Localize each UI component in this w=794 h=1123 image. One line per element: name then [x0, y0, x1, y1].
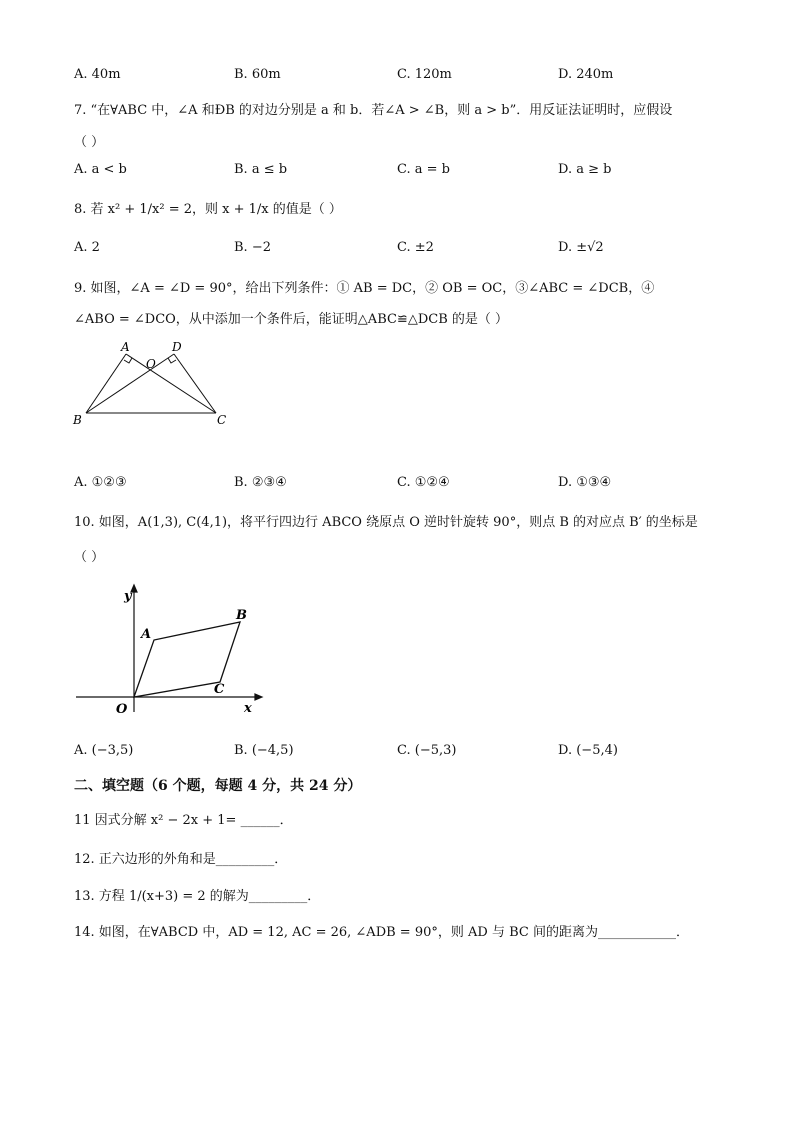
right-angle-mark-a [124, 358, 132, 363]
q12-text: 12. 正六边形的外角和是_________． [74, 852, 288, 867]
segment-dc [174, 354, 216, 413]
q8-option-a: A. 2 [74, 240, 100, 255]
label-origin-o: O [116, 702, 128, 717]
label-c: C [217, 413, 227, 427]
label-o: O [146, 357, 156, 371]
label-a: A [141, 627, 152, 642]
q6-option-d: D. 240m [558, 67, 614, 82]
q10-figure [68, 580, 268, 720]
q8-text: 8. 若 x² + 1/x² = 2，则 x + 1/x 的值是（ ） [74, 202, 342, 217]
q7-option-b: B. a ≤ b [234, 162, 288, 177]
axis-label-y: y [124, 589, 132, 604]
x-axis-arrow [255, 694, 262, 700]
section-title-fill-in: 二、填空题（6 个题，每题 4 分，共 24 分） [74, 778, 362, 794]
segment-bd [86, 354, 174, 413]
q7-option-d: D. a ≥ b [558, 162, 612, 177]
q11-text: 11 因式分解 x² − 2x + 1= ______． [74, 813, 293, 828]
y-axis-arrow [131, 585, 137, 592]
q8-option-b: B. −2 [234, 240, 271, 255]
q10-option-a: A. (−3,5) [74, 743, 134, 758]
q9-option-c: C. ①②④ [397, 475, 450, 490]
q14-text: 14. 如图，在∀ABCD 中，AD = 12, AC = 26, ∠ADB = 90°，则 AD 与 BC 间的距离为____________． [74, 925, 689, 940]
q9-text-line2: ∠ABO = ∠DCO，从中添加一个条件后，能证明△ABC≌△DCB 的是（ ） [74, 312, 509, 327]
q7-option-c: C. a = b [397, 162, 450, 177]
q9-option-a: A. ①②③ [74, 475, 127, 490]
q6-option-a: A. 40m [74, 67, 121, 82]
q8-option-d: D. ±√2 [558, 240, 604, 255]
q10-option-b: B. (−4,5) [234, 743, 294, 758]
q6-option-c: C. 120m [397, 67, 452, 82]
axis-label-x: x [244, 701, 252, 716]
label-b: B [73, 413, 82, 427]
q10-text-line2: （ ） [74, 550, 105, 565]
label-d: D [172, 340, 182, 354]
q7-option-a: A. a < b [74, 162, 127, 177]
q6-option-b: B. 60m [234, 67, 281, 82]
label-a: A [121, 340, 130, 354]
q7-text-line2: （ ） [74, 135, 105, 150]
label-b: B [236, 608, 247, 623]
q9-figure [68, 338, 238, 433]
q10-option-c: C. (−5,3) [397, 743, 457, 758]
q8-option-c: C. ±2 [397, 240, 434, 255]
segment-ba [86, 354, 126, 413]
label-c: C [214, 682, 225, 697]
q9-option-d: D. ①③④ [558, 475, 612, 490]
q9-text-line1: 9. 如图，∠A = ∠D = 90°，给出下列条件：① AB = DC，② OB = OC，③∠ABC = ∠DCB，④ [74, 281, 655, 296]
q10-text-line1: 10. 如图，A(1,3), C(4,1)，将平行四边行 ABCO 绕原点 O 逆时针旋转 90°，则点 B 的对应点 B′ 的坐标是 [74, 515, 698, 530]
q10-option-d: D. (−5,4) [558, 743, 618, 758]
q9-option-b: B. ②③④ [234, 475, 287, 490]
q7-text-line1: 7. “在∀ABC 中，∠A 和ÐB 的对边分别是 a 和 b．若∠A > ∠B，则 a > b”．用反证法证明时，应假设 [74, 103, 673, 118]
q13-text: 13. 方程 1/(x+3) = 2 的解为_________． [74, 889, 321, 904]
right-angle-mark-d [168, 358, 176, 363]
